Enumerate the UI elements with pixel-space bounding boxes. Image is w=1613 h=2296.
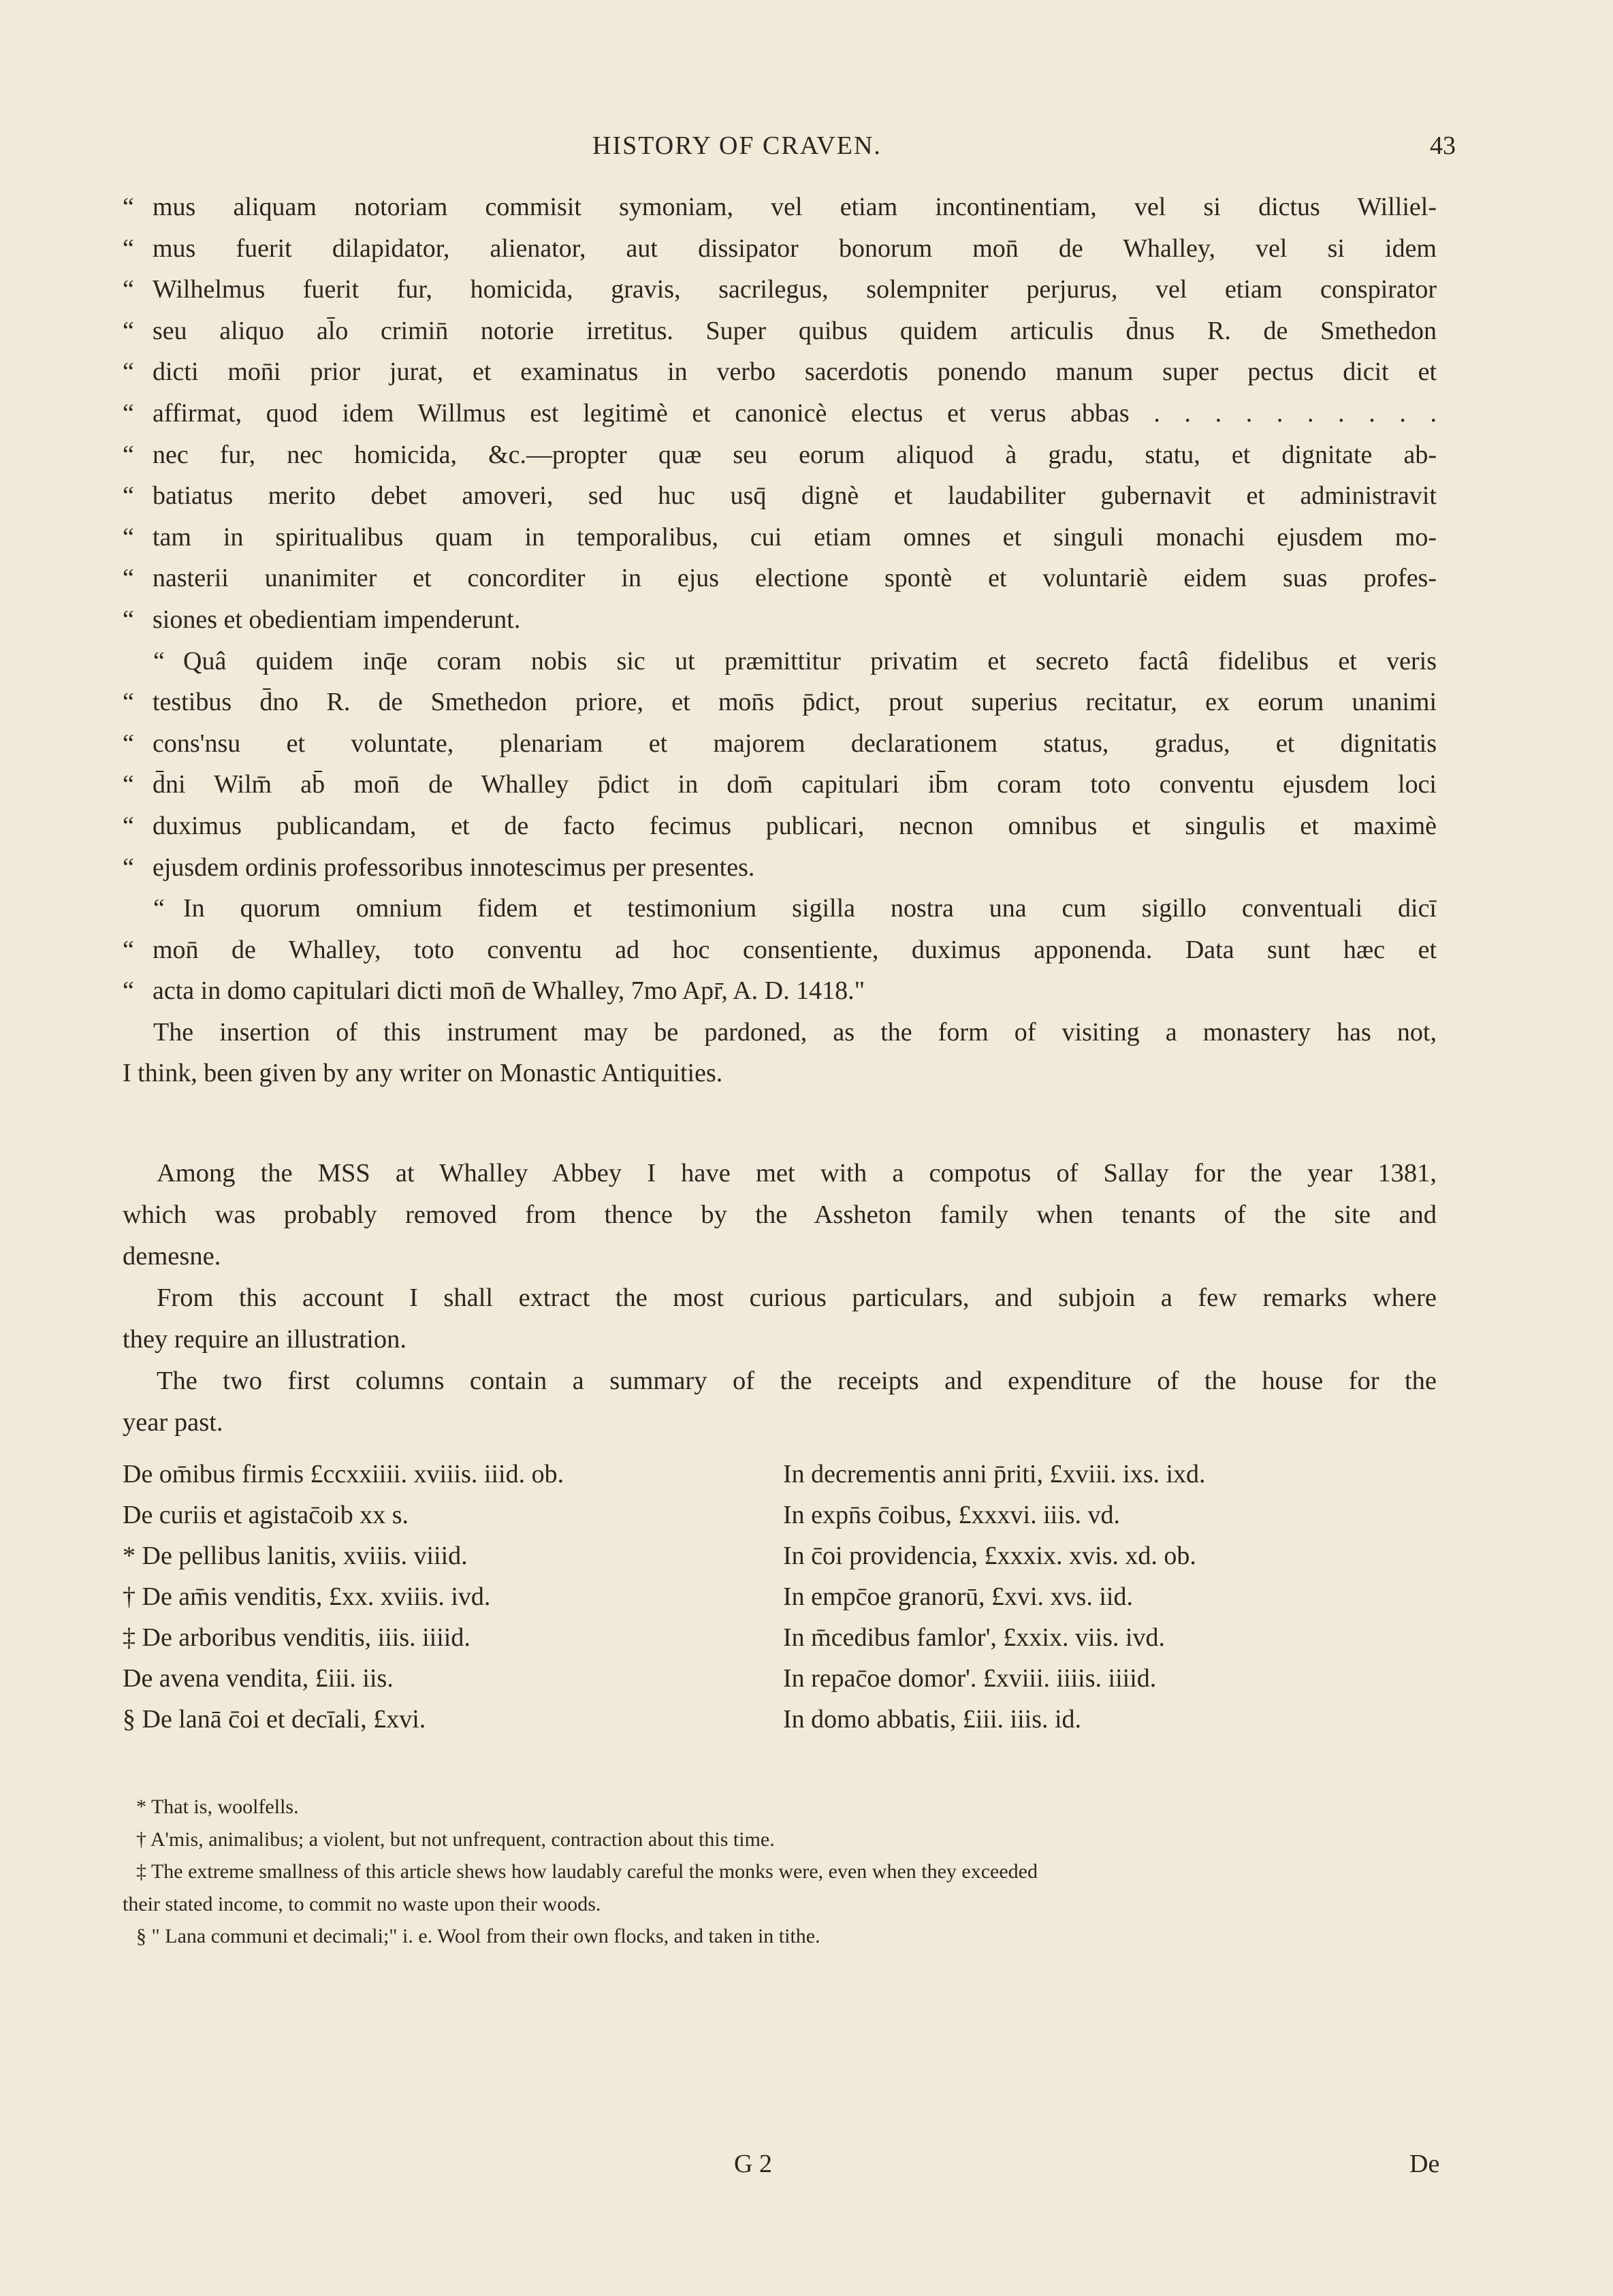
- expenditure-column: [783, 1454, 1464, 1740]
- quote-line: “ nasterii unanimiter et concorditer in ejus electione spontè et voluntariè eidem suas profes-: [123, 564, 1437, 593]
- quote-line: “ dicti mon̄i prior jurat, et examinatus in verbo sacerdotis ponendo manum super pectus dicit et: [123, 357, 1437, 387]
- quote-line: “ Quâ quidem inq̄e coram nobis sic ut præmittitur privatim et secreto factâ fidelibus et veris: [153, 646, 1437, 675]
- page-footer: [0, 2149, 1613, 2190]
- expenditure-entry: In decrementis anni p̄riti, £xviii. ixs. ixd.: [783, 1460, 1206, 1488]
- footnotes: [123, 1791, 1416, 1953]
- paragraph-line: they require an illustration.: [123, 1325, 406, 1354]
- paragraph-line: From this account I shall extract the most curious particulars, and subjoin a few remarks where: [157, 1283, 1437, 1312]
- quote-line: “ duximus publicandam, et de facto fecimus publicari, necnon omnibus et singulis et maximè: [123, 811, 1437, 840]
- quote-line: “ In quorum omnium fidem et testimonium sigilla nostra una cum sigillo conventuali dicī: [153, 894, 1437, 923]
- expenditure-entry: In repac̄oe domor'. £xviii. iiiis. iiiid.: [783, 1664, 1157, 1693]
- footnote: ‡ The extreme smallness of this article shews how laudably careful the monks were, even when they exceeded: [136, 1860, 1038, 1883]
- compotus-introduction: [123, 1153, 1437, 1444]
- expenditure-entry: In empc̄oe granorū, £xvi. xvs. iid.: [783, 1582, 1133, 1611]
- page-header: [0, 131, 1613, 165]
- receipt-entry: De om̄ibus firmis £ccxxiiii. xviiis. iiid. ob.: [123, 1460, 564, 1488]
- accounts-columns: [123, 1454, 1437, 1753]
- footnote: * That is, woolfells.: [136, 1796, 299, 1818]
- quote-line: “ batiatus merito debet amoveri, sed huc usq̄ dignè et laudabiliter gubernavit et administravit: [123, 481, 1437, 511]
- footnote: † A'mis, animalibus; a violent, but not unfrequent, contraction about this time.: [136, 1828, 775, 1851]
- paragraph-line: Among the MSS at Whalley Abbey I have met with a compotus of Sallay for the year 1381,: [157, 1159, 1437, 1187]
- page-number: 43: [1430, 131, 1456, 160]
- quote-line: “ mus aliquam notoriam commisit symoniam, vel etiam incontinentiam, vel si dictus Williel-: [123, 193, 1437, 221]
- quote-line: “ ejusdem ordinis professoribus innotescimus per presentes.: [123, 852, 755, 882]
- quote-line: “ tam in spiritualibus quam in temporalibus, cui etiam omnes et singuli monachi ejusdem mo-: [123, 522, 1437, 552]
- quote-line: “ siones et obedientiam impenderunt.: [123, 605, 521, 634]
- signature-mark: G 2: [734, 2150, 772, 2178]
- receipt-entry: * De pellibus lanitis, xviiis. viiid.: [123, 1542, 468, 1570]
- quote-line: “ Wilhelmus fuerit fur, homicida, gravis, sacrilegus, solempniter perjurus, vel etiam conspirator: [123, 275, 1437, 304]
- quote-line: “ cons'nsu et voluntate, plenariam et majorem declarationem status, gradus, et dignitatis: [123, 729, 1437, 758]
- expenditure-entry: In domo abbatis, £iii. iiis. id.: [783, 1705, 1082, 1734]
- quote-line: “ affirmat, quod idem Willmus est legitimè et canonicè electus et verus abbas . . . . . . . . . .: [123, 398, 1437, 428]
- paragraph-line: The two first columns contain a summary of the receipts and expenditure of the house for the: [157, 1367, 1437, 1395]
- receipt-entry: § De lanā c̄oi et decīali, £xvi.: [123, 1705, 426, 1734]
- quote-line: “ nec fur, nec homicida, &c.—propter quæ seu eorum aliquod à gradu, statu, et dignitate ab-: [123, 440, 1437, 469]
- paragraph-line: year past.: [123, 1408, 223, 1437]
- running-title: HISTORY OF CRAVEN.: [592, 131, 882, 160]
- insertion-note-line: The insertion of this instrument may be pardoned, as the form of visiting a monastery has not,: [153, 1017, 1437, 1047]
- footnote: § " Lana communi et decimali;" i. e. Wool from their own flocks, and taken in tithe.: [136, 1925, 820, 1947]
- quote-line: “ d̄ni Wilm̄ ab̄ mon̄ de Whalley p̄dict in dom̄ capitulari ib̄m coram toto conventu ejusdem loci: [123, 770, 1437, 799]
- footnote-continuation: their stated income, to commit no waste upon their woods.: [123, 1892, 601, 1915]
- latin-quotation: [123, 187, 1437, 1094]
- quote-line: “ mon̄ de Whalley, toto conventu ad hoc consentiente, duximus apponenda. Data sunt hæc et: [123, 935, 1437, 964]
- receipt-entry: ‡ De arboribus venditis, iiis. iiiid.: [123, 1623, 470, 1652]
- expenditure-entry: In expn̄s c̄oibus, £xxxvi. iiis. vd.: [783, 1501, 1121, 1529]
- paragraph-line: demesne.: [123, 1242, 221, 1271]
- quote-line: “ acta in domo capitulari dicti mon̄ de Whalley, 7mo Apr̄, A. D. 1418.": [123, 976, 865, 1006]
- quote-line: “ seu aliquo al̄o crimin̄ notorie irretitus. Super quibus quidem articulis d̄nus R. de Smethedon: [123, 316, 1437, 345]
- expenditure-entry: In m̄cedibus famlor', £xxix. viis. ivd.: [783, 1623, 1165, 1652]
- expenditure-entry: In c̄oi providencia, £xxxix. xvis. xd. ob.: [783, 1542, 1196, 1570]
- receipt-entry: De curiis et agistac̄oib xx s.: [123, 1501, 409, 1529]
- catchword: De: [1409, 2150, 1440, 2178]
- quote-line: “ testibus d̄no R. de Smethedon priore, et mon̄s p̄dict, prout superius recitatur, ex eorum unanimi: [123, 688, 1437, 717]
- receipts-column: [123, 1454, 776, 1740]
- receipt-entry: De avena vendita, £iii. iis.: [123, 1664, 394, 1693]
- insertion-note-line: I think, been given by any writer on Monastic Antiquities.: [123, 1059, 723, 1088]
- receipt-entry: † De am̄is venditis, £xx. xviiis. ivd.: [123, 1582, 491, 1611]
- quote-line: “ mus fuerit dilapidator, alienator, aut dissipator bonorum mon̄ de Whalley, vel si idem: [123, 234, 1437, 263]
- paragraph-line: which was probably removed from thence by the Assheton family when tenants of the site and: [123, 1200, 1437, 1229]
